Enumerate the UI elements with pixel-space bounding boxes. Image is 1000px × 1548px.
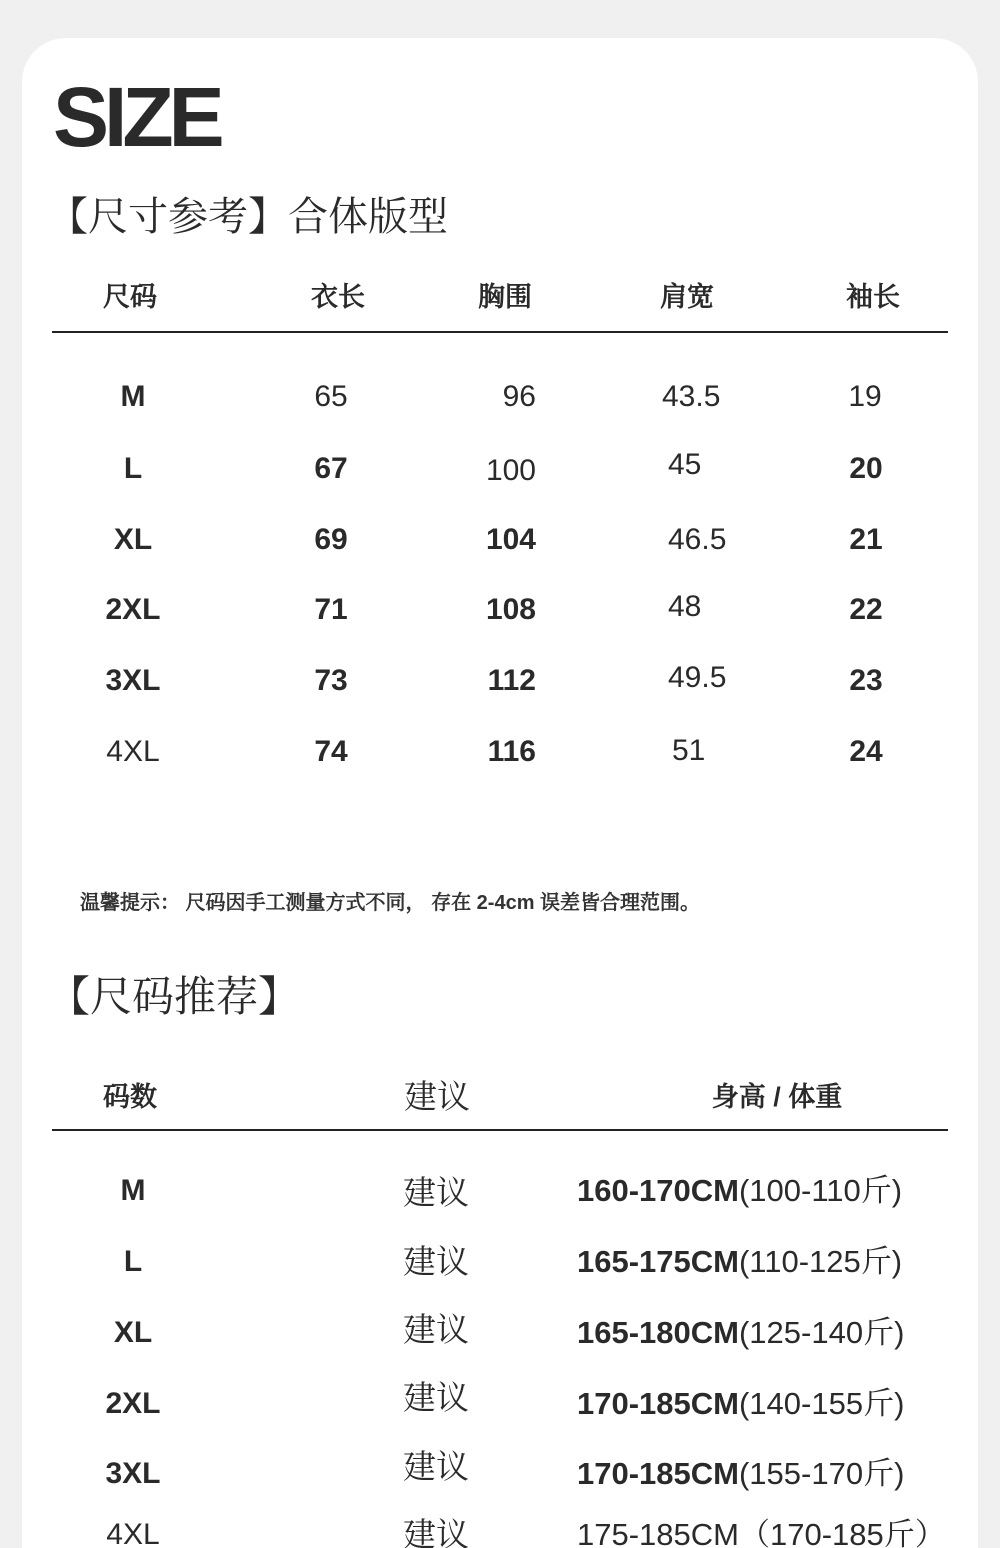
chest-cell: 96: [502, 380, 536, 413]
size-cell: 3XL: [105, 1457, 161, 1490]
weight-range: (110-125斤): [738, 1244, 903, 1279]
height-range: 160-170CM: [577, 1173, 739, 1208]
shoulder-cell: 46.5: [668, 523, 727, 556]
column-header-length: 衣长: [311, 282, 365, 312]
size-recommendation-heading: 【尺码推荐】: [48, 973, 301, 1020]
height-weight-cell: [577, 1313, 904, 1353]
height-weight-cell: [577, 1242, 902, 1282]
column-header-size-code: 码数: [103, 1082, 157, 1112]
column-header-height-weight: 身高 / 体重: [711, 1082, 843, 1112]
sleeve-cell: 21: [849, 523, 883, 556]
height-range: 165-175CM: [577, 1244, 739, 1279]
chest-cell: 108: [485, 593, 536, 626]
size-cell: L: [123, 1245, 143, 1278]
table-divider: [52, 331, 948, 333]
length-cell: 69: [314, 523, 348, 556]
sleeve-cell: 23: [849, 664, 883, 697]
length-cell: 65: [314, 380, 348, 413]
chest-cell: 112: [487, 664, 536, 697]
weight-range: (155-170斤): [738, 1456, 905, 1491]
column-header-chest: 胸围: [478, 282, 532, 312]
chest-cell: 104: [485, 523, 536, 556]
size-reference-heading: 【尺寸参考】合体版型: [48, 195, 448, 239]
shoulder-cell: 51: [672, 734, 706, 767]
size-cell: M: [120, 1174, 146, 1207]
advice-cell: 建议: [403, 1516, 469, 1548]
shoulder-cell: 48: [668, 590, 702, 623]
length-cell: 73: [314, 664, 348, 697]
height-range: 170-185CM: [577, 1456, 739, 1491]
advice-cell: 建议: [403, 1448, 469, 1485]
size-cell: 2XL: [105, 593, 161, 626]
weight-range: (100-110斤): [738, 1173, 903, 1208]
table-divider: [52, 1129, 948, 1131]
chest-cell: 100: [485, 454, 536, 487]
column-header-sleeve: 袖长: [846, 282, 900, 312]
size-cell: 4XL: [106, 1518, 160, 1548]
sleeve-cell: 22: [849, 593, 883, 626]
page-title: SIZE: [53, 70, 220, 164]
length-cell: 67: [314, 452, 348, 485]
column-header-shoulder: 肩宽: [660, 282, 714, 312]
weight-range: (140-155斤): [738, 1386, 905, 1421]
column-header-size: 尺码: [103, 282, 157, 312]
measurement-note: 温馨提示： 尺码因手工测量方式不同， 存在 2-4cm 误差皆合理范围。: [80, 892, 701, 914]
height-weight-cell: [577, 1171, 902, 1211]
advice-cell: 建议: [403, 1311, 469, 1348]
size-cell: L: [123, 452, 143, 485]
sleeve-cell: 19: [848, 380, 882, 413]
sleeve-cell: 20: [849, 452, 883, 485]
chest-cell: 116: [487, 735, 536, 768]
length-cell: 71: [314, 593, 348, 626]
height-range: 170-185CM: [577, 1386, 739, 1421]
column-header-advice: 建议: [404, 1078, 470, 1115]
size-cell: XL: [113, 1316, 153, 1349]
weight-range: (125-140斤): [738, 1315, 905, 1350]
height-weight-cell: [577, 1454, 904, 1494]
length-cell: 74: [314, 735, 348, 768]
shoulder-cell: 45: [668, 448, 702, 481]
size-cell: XL: [113, 523, 153, 556]
sleeve-cell: 24: [849, 735, 883, 768]
height-range: 165-180CM: [577, 1315, 739, 1350]
advice-cell: 建议: [403, 1174, 469, 1211]
shoulder-cell: 43.5: [662, 380, 721, 413]
size-cell: 3XL: [105, 664, 161, 697]
size-cell: M: [120, 380, 146, 413]
size-cell: 4XL: [106, 735, 160, 768]
shoulder-cell: 49.5: [668, 661, 727, 694]
height-range: 175-185CM: [577, 1517, 739, 1548]
size-cell: 2XL: [105, 1387, 161, 1420]
advice-cell: 建议: [403, 1379, 469, 1416]
height-weight-cell: [577, 1384, 904, 1424]
height-weight-cell: [577, 1515, 946, 1548]
weight-range: （170-185斤）: [738, 1517, 946, 1548]
advice-cell: 建议: [403, 1243, 469, 1280]
